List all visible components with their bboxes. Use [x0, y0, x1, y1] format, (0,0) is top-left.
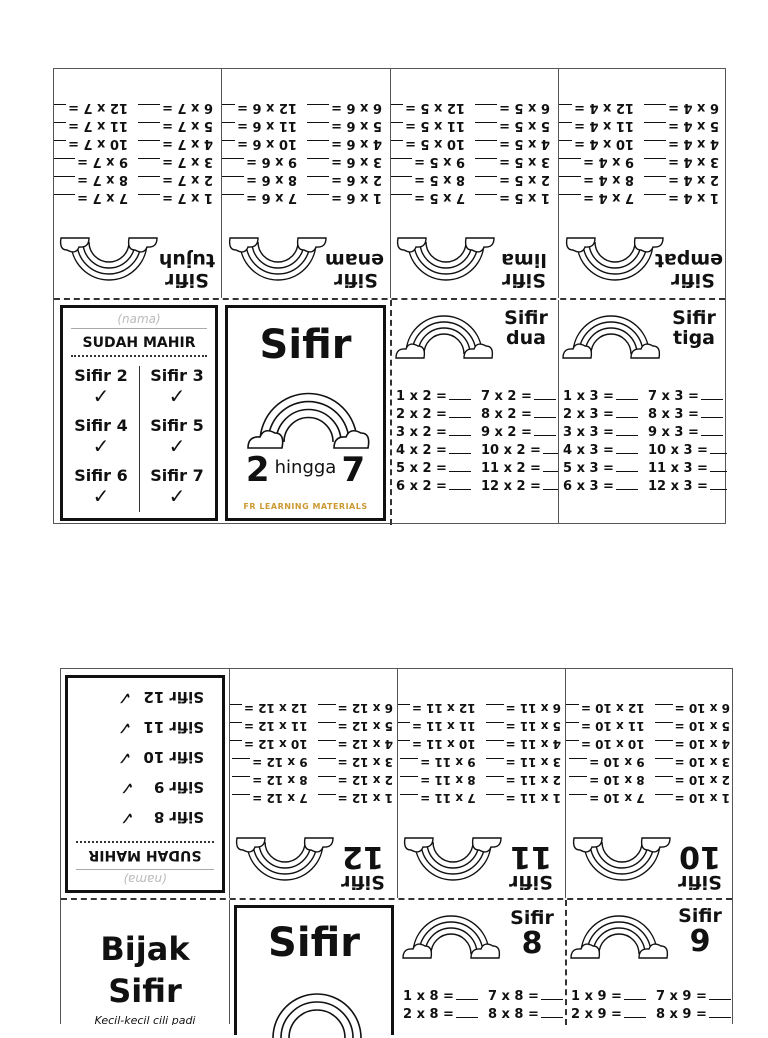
equation: 7 x 4 = [559, 189, 634, 206]
mahir-item: Sifir 6 ✓ [63, 466, 139, 507]
flipped-panel-lima [391, 69, 558, 298]
equation: 9 x 11 = [398, 753, 476, 770]
equation: 11 x 2 = [481, 460, 558, 477]
rainbow-icon [401, 906, 501, 964]
equation: 8 x 2 = [481, 406, 558, 423]
mahir-item: Sifir 8 ✓ [119, 807, 204, 828]
nama-label: (nama) [117, 312, 161, 326]
cover-card [234, 905, 394, 1035]
panel-title-small: Sifir [341, 871, 385, 893]
equation: 3 x 5 = [475, 153, 550, 170]
equation: 4 x 6 = [307, 135, 382, 152]
panel-title-num: 12 [342, 839, 384, 874]
equation: 11 x 3 = [648, 460, 727, 477]
equation: 6 x 3 = [563, 478, 638, 495]
panel-8 [399, 900, 565, 1025]
equation: 4 x 2 = [396, 442, 471, 459]
equation: 2 x 5 = [475, 171, 550, 188]
equation: 1 x 6 = [307, 189, 382, 206]
panel-title-small: Sifir [165, 269, 209, 291]
check-icon: ✓ [119, 777, 135, 798]
equation: 4 x 4 = [644, 135, 719, 152]
panel-title-word: tujuh [158, 249, 215, 271]
equation: 7 x 7 = [54, 189, 128, 206]
equation: 4 x 5 = [475, 135, 550, 152]
rainbow-icon [396, 232, 496, 290]
panel-title-small: Sifir [678, 871, 722, 893]
equation: 1 x 10 = [655, 789, 730, 806]
equation: 11 x 12 = [230, 717, 308, 734]
bottom-sheet [60, 668, 733, 1024]
equation: 5 x 10 = [655, 717, 730, 734]
equation: 6 x 11 = [486, 699, 561, 716]
panel-9 [567, 900, 734, 1025]
equation: 1 x 4 = [644, 189, 719, 206]
equation: 9 x 3 = [648, 424, 727, 441]
equation: 6 x 4 = [644, 99, 719, 116]
panel-dua [392, 300, 558, 525]
equation: 12 x 6 = [222, 99, 297, 116]
equation: 7 x 6 = [222, 189, 297, 206]
equation: 2 x 3 = [563, 406, 638, 423]
equation: 8 x 10 = [566, 771, 645, 788]
equation: 2 x 4 = [644, 171, 719, 188]
equation: 5 x 6 = [307, 117, 382, 134]
equation: 10 x 2 = [481, 442, 558, 459]
equation: 12 x 12 = [230, 699, 308, 716]
equation: 9 x 6 = [222, 153, 297, 170]
equation: 7 x 9 = [656, 988, 731, 1005]
check-icon: ✓ [117, 687, 133, 708]
nama-label: (nama) [123, 872, 167, 886]
rainbow-icon [394, 306, 494, 364]
equation: 2 x 11 = [486, 771, 561, 788]
brand-logo: FR LEARNING MATERIALS [243, 502, 368, 511]
mahir-item: Sifir 2 ✓ [63, 366, 139, 407]
mahir-item: Sifir 7 ✓ [139, 466, 215, 507]
equation: 8 x 5 = [391, 171, 465, 188]
equation: 3 x 3 = [563, 424, 638, 441]
equation: 12 x 3 = [648, 478, 727, 495]
equation: 6 x 2 = [396, 478, 471, 495]
sudah-mahir-heading: SUDAH MAHIR [76, 841, 214, 870]
equation: 10 x 10 = [566, 735, 645, 752]
equation: 8 x 9 = [656, 1006, 731, 1023]
tagline: Kecil-kecil cili padi [94, 1014, 196, 1025]
equation: 12 x 2 = [481, 478, 558, 495]
equation: 5 x 5 = [475, 117, 550, 134]
equation: 6 x 10 = [655, 699, 730, 716]
check-icon: ✓ [117, 747, 133, 768]
rainbow-icon [403, 832, 503, 890]
panel-title-word: tiga [672, 327, 716, 349]
equation: 7 x 5 = [391, 189, 465, 206]
equation: 2 x 10 = [655, 771, 730, 788]
check-icon: ✓ [168, 484, 186, 508]
equation: 11 x 4 = [559, 117, 634, 134]
panel-title-word: empat [654, 249, 723, 271]
equation: 6 x 7 = [138, 99, 213, 116]
cover-title: Sifir [259, 322, 352, 368]
equation: 8 x 7 = [54, 171, 128, 188]
equation: 8 x 12 = [230, 771, 308, 788]
equation: 7 x 3 = [648, 388, 727, 405]
equation: 2 x 12 = [318, 771, 393, 788]
panel-title-word: lima [501, 249, 547, 271]
equation: 4 x 7 = [138, 135, 213, 152]
equation: 7 x 2 = [481, 388, 558, 405]
equation: 2 x 8 = [403, 1006, 478, 1023]
equation: 10 x 6 = [222, 135, 297, 152]
rainbow-icon [246, 380, 371, 452]
equation: 9 x 10 = [566, 753, 645, 770]
equation: 12 x 11 = [398, 699, 476, 716]
rainbow-icon [572, 832, 672, 890]
equation: 8 x 8 = [488, 1006, 563, 1023]
check-icon: ✓ [168, 384, 186, 408]
equation: 4 x 3 = [563, 442, 638, 459]
sifir-title: Sifir [108, 972, 182, 1010]
equation: 1 x 8 = [403, 988, 478, 1005]
equation: 11 x 5 = [391, 117, 465, 134]
equation: 2 x 7 = [138, 171, 213, 188]
equation: 1 x 3 = [563, 388, 638, 405]
equation: 8 x 4 = [559, 171, 634, 188]
panel-title-small: Sifir [502, 269, 546, 291]
check-icon: ✓ [92, 434, 110, 458]
check-icon: ✓ [168, 434, 186, 458]
equation: 4 x 12 = [318, 735, 393, 752]
mahir-item: Sifir 4 ✓ [63, 416, 139, 457]
equation: 3 x 7 = [138, 153, 213, 170]
equation: 1 x 7 = [138, 189, 213, 206]
equation: 10 x 12 = [230, 735, 308, 752]
rainbow-icon [561, 306, 661, 364]
equation: 6 x 5 = [475, 99, 550, 116]
equation: 5 x 11 = [486, 717, 561, 734]
panel-title-word: dua [506, 327, 546, 349]
range-hingga: hingga [274, 457, 337, 478]
check-icon: ✓ [92, 484, 110, 508]
equation: 11 x 10 = [566, 717, 645, 734]
check-icon: ✓ [92, 384, 110, 408]
panel-title-small: Sifir [671, 269, 715, 291]
equation: 7 x 11 = [398, 789, 476, 806]
rainbow-icon [565, 232, 665, 290]
equation: 3 x 10 = [655, 753, 730, 770]
panel-title-small: Sifir [510, 907, 554, 929]
equation: 4 x 10 = [655, 735, 730, 752]
rainbow-icon [259, 978, 375, 1038]
mahir-item: Sifir 12 ✓ [117, 687, 204, 708]
mahir-item: Sifir 3 ✓ [139, 366, 215, 407]
equation: 6 x 6 = [307, 99, 382, 116]
cover-card [225, 305, 386, 521]
equation: 5 x 2 = [396, 460, 471, 477]
cover-title: Sifir [268, 920, 360, 966]
range-to: 7 [341, 450, 366, 490]
rainbow-icon [59, 232, 159, 290]
equation: 5 x 4 = [644, 117, 719, 134]
equation: 8 x 6 = [222, 171, 297, 188]
rainbow-icon [569, 906, 669, 964]
equation: 11 x 7 = [54, 117, 128, 134]
sudah-mahir-card [60, 305, 218, 521]
equation: 3 x 12 = [318, 753, 393, 770]
flipped-panel-12 [230, 669, 397, 898]
mahir-item: Sifir 11 ✓ [117, 717, 204, 738]
equation: 12 x 7 = [54, 99, 128, 116]
equation: 9 x 5 = [391, 153, 465, 170]
bijak-sifir-panel [61, 900, 229, 1025]
equation: 11 x 6 = [222, 117, 297, 134]
equation: 12 x 10 = [566, 699, 645, 716]
equation: 2 x 2 = [396, 406, 471, 423]
panel-title-small: Sifir [678, 905, 722, 927]
check-icon: ✓ [117, 717, 133, 738]
equation: 2 x 6 = [307, 171, 382, 188]
rainbow-icon [228, 232, 328, 290]
equation: 10 x 11 = [398, 735, 476, 752]
mahir-item: Sifir 10 ✓ [117, 747, 204, 768]
mahir-item: Sifir 9 ✓ [119, 777, 204, 798]
equation: 4 x 11 = [486, 735, 561, 752]
panel-title-word: enam [324, 249, 384, 271]
panel-title-num: 10 [679, 839, 721, 874]
cover-range [228, 450, 383, 490]
equation: 3 x 4 = [644, 153, 719, 170]
panel-title-num: 9 [689, 924, 711, 959]
equation: 1 x 2 = [396, 388, 471, 405]
flipped-panel-enam [222, 69, 390, 298]
equation: 10 x 7 = [54, 135, 128, 152]
top-sheet [53, 68, 726, 524]
equation: 1 x 12 = [318, 789, 393, 806]
equation: 9 x 4 = [559, 153, 634, 170]
sudah-mahir-card-flipped [65, 675, 225, 893]
equation: 2 x 9 = [571, 1006, 646, 1023]
equation: 10 x 5 = [391, 135, 465, 152]
equation: 3 x 11 = [486, 753, 561, 770]
panel-title-small: Sifir [334, 269, 378, 291]
panel-title-small: Sifir [509, 871, 553, 893]
equation: 10 x 4 = [559, 135, 634, 152]
equation: 7 x 8 = [488, 988, 563, 1005]
panel-title-small: Sifir [504, 307, 548, 329]
equation: 7 x 10 = [566, 789, 645, 806]
equation: 10 x 3 = [648, 442, 727, 459]
equation: 11 x 11 = [398, 717, 476, 734]
equation: 5 x 3 = [563, 460, 638, 477]
equation: 1 x 11 = [486, 789, 561, 806]
panel-tiga [559, 300, 727, 525]
panel-title-small: Sifir [672, 307, 716, 329]
equation: 5 x 7 = [138, 117, 213, 134]
equation: 1 x 9 = [571, 988, 646, 1005]
equation: 12 x 5 = [391, 99, 465, 116]
bijak-title: Bijak [100, 930, 190, 968]
flipped-panel-empat [559, 69, 727, 298]
flipped-panel-11 [398, 669, 565, 898]
sudah-mahir-heading: SUDAH MAHIR [71, 328, 207, 357]
equation: 8 x 3 = [648, 406, 727, 423]
equation: 5 x 12 = [318, 717, 393, 734]
panel-title-num: 8 [521, 926, 543, 961]
check-icon: ✓ [119, 807, 135, 828]
equation: 3 x 2 = [396, 424, 471, 441]
equation: 7 x 12 = [230, 789, 308, 806]
equation: 6 x 12 = [318, 699, 393, 716]
equation: 8 x 11 = [398, 771, 476, 788]
mahir-item: Sifir 5 ✓ [139, 416, 215, 457]
flipped-panel-10 [566, 669, 734, 898]
range-from: 2 [245, 450, 270, 490]
equation: 12 x 4 = [559, 99, 634, 116]
equation: 3 x 6 = [307, 153, 382, 170]
panel-title-num: 11 [510, 839, 552, 874]
rainbow-icon [235, 832, 335, 890]
flipped-panel-tujuh [54, 69, 221, 298]
equation: 9 x 2 = [481, 424, 558, 441]
equation: 9 x 12 = [230, 753, 308, 770]
equation: 1 x 5 = [475, 189, 550, 206]
equation: 9 x 7 = [54, 153, 128, 170]
